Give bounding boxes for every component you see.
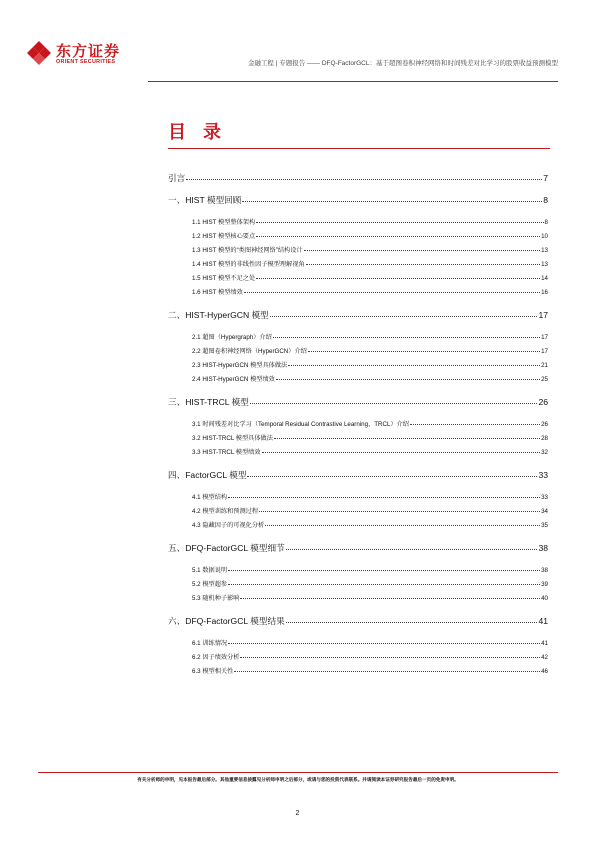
toc-leader-dots (228, 643, 540, 644)
brand-name-en: ORIENT SECURITIES (56, 59, 116, 65)
toc-entry-title: 6.3 模型相关性 (192, 668, 234, 675)
toc-entry-title: 2.3 HIST-HyperGCN 模型具体做法 (192, 362, 288, 369)
toc-leader-dots (242, 201, 542, 202)
toc-entry-page: 42 (541, 654, 548, 661)
toc-leader-dots (228, 570, 540, 571)
toc-leader-dots (286, 549, 538, 550)
toc-leader-dots (308, 351, 540, 352)
toc-subsection-link[interactable] (168, 433, 548, 442)
toc-subsection-link[interactable] (168, 506, 548, 515)
toc-leader-dots (304, 250, 541, 251)
toc-subsection-link[interactable] (168, 447, 548, 456)
toc-entry-page: 28 (541, 435, 548, 442)
toc-section-link[interactable] (168, 309, 548, 321)
toc-leader-dots (247, 476, 537, 477)
toc-subsection-link[interactable] (168, 565, 548, 574)
toc-leader-dots (234, 671, 540, 672)
toc-entry-page: 14 (541, 275, 548, 282)
toc-subsection-link[interactable] (168, 273, 548, 282)
orient-securities-logo-icon (26, 40, 52, 66)
toc-entry-title: 4.3 隐藏因子的可视化分析 (192, 522, 265, 529)
toc-leader-dots (286, 622, 538, 623)
toc-entry-page: 8 (544, 219, 548, 226)
toc-entry-title: 引言 (168, 173, 186, 183)
toc-subsection-link[interactable] (168, 287, 548, 296)
toc-entry-title: 1.5 HIST 模型不足之处 (192, 275, 256, 282)
toc-entry-title: 1.2 HIST 模型核心要点 (192, 233, 256, 240)
toc-section-link[interactable] (168, 469, 548, 481)
toc-entry-page: 38 (538, 543, 548, 553)
toc-entry-page: 17 (538, 310, 548, 320)
toc-entry-page: 39 (541, 581, 548, 588)
toc-entry-title: 4.2 模型训练和预测过程 (192, 508, 259, 515)
toc-entry-page: 38 (541, 567, 548, 574)
toc-entry-page: 8 (543, 195, 548, 205)
toc-leader-dots (228, 584, 540, 585)
disclaimer: 有关分析师的申明，见本报告最后部分。其他重要信息披露见分析师申明之后部分，或请与您的投资代表联系。并请阅读本证券研究报告最后一页的免责申明。 (38, 772, 558, 783)
toc-leader-dots (262, 452, 541, 453)
toc-entry-title: 5.1 数据说明 (192, 567, 228, 574)
toc-subsection-link[interactable] (168, 360, 548, 369)
toc-entry-page: 21 (541, 362, 548, 369)
toc-entry-title: 三、HIST-TRCL 模型 (168, 397, 249, 407)
brand-name-cn: 东方证券 (56, 43, 121, 60)
toc-subsection-link[interactable] (168, 638, 548, 647)
toc-section-link[interactable] (168, 396, 548, 408)
toc-entry-title: 6.2 因子绩效分析 (192, 654, 240, 661)
toc-entry-page: 33 (541, 494, 548, 501)
toc-leader-dots (276, 379, 540, 380)
toc-entry-page: 13 (541, 247, 548, 254)
toc-entry-page: 32 (541, 449, 548, 456)
toc-entry-page: 17 (541, 334, 548, 341)
toc-entry-title: 3.1 时间残差对比学习（Temporal Residual Contrastive Learning，TRCL）介绍 (192, 421, 409, 428)
toc-section-link[interactable] (168, 615, 548, 627)
toc-entry-title: 二、HIST-HyperGCN 模型 (168, 310, 269, 320)
toc-entry-title: 五、DFQ-FactorGCL 模型细节 (168, 543, 285, 553)
toc-leader-dots (250, 403, 538, 404)
toc-subsection-link[interactable] (168, 419, 548, 428)
toc-entry-page: 26 (541, 421, 548, 428)
toc-leader-dots (259, 511, 540, 512)
toc-entry-page: 10 (541, 233, 548, 240)
toc-leader-dots (240, 657, 540, 658)
toc-subsection-link[interactable] (168, 593, 548, 602)
page-number: 2 (295, 810, 300, 817)
toc-section-link[interactable] (168, 194, 548, 206)
toc-entry-title: 六、DFQ-FactorGCL 模型结果 (168, 616, 285, 626)
toc-entry-page: 33 (538, 470, 548, 480)
toc-entry-title: 5.2 模型超参 (192, 581, 228, 588)
toc-entry-title: 四、FactorGCL 模型 (168, 470, 247, 480)
toc-leader-dots (228, 497, 540, 498)
toc-subsection-link[interactable] (168, 666, 548, 675)
toc-leader-dots (410, 424, 540, 425)
toc-subsection-link[interactable] (168, 231, 548, 240)
toc-entry-page: 25 (541, 376, 548, 383)
toc-subsection-link[interactable] (168, 579, 548, 588)
toc-entry-page: 26 (538, 397, 548, 407)
toc-leader-dots (274, 438, 540, 439)
toc-entry-page: 34 (541, 508, 548, 515)
toc-entry-title: 4.1 模型结构 (192, 494, 228, 501)
toc-subsection-link[interactable] (168, 492, 548, 501)
toc-title: 目 录 (168, 122, 228, 142)
toc-entry-title: 1.1 HIST 模型整体架构 (192, 219, 256, 226)
brand-logo (26, 40, 136, 74)
toc-subsection-link[interactable] (168, 332, 548, 341)
toc-subsection-link[interactable] (168, 217, 548, 226)
toc-entry-page: 46 (541, 668, 548, 675)
toc-leader-dots (306, 264, 540, 265)
report-header: 金融工程 | 专题报告 —— DFQ-FactorGCL：基于超图卷积神经网络和时间残差对比学习的股票收益预测模型 (247, 60, 558, 67)
toc-section-link[interactable] (168, 172, 548, 184)
toc-entry-page: 40 (541, 595, 548, 602)
toc-entry-title: 3.2 HIST-TRCL 模型具体做法 (192, 435, 273, 442)
toc-leader-dots (288, 365, 540, 366)
toc-subsection-link[interactable] (168, 374, 548, 383)
toc-subsection-link[interactable] (168, 652, 548, 661)
toc-leader-dots (256, 236, 540, 237)
toc-leader-dots (273, 337, 540, 338)
toc-entry-title: 5.3 随机种子影响 (192, 595, 240, 602)
toc-leader-dots (265, 525, 540, 526)
toc-leader-dots (256, 222, 543, 223)
toc-entry-title: 1.3 HIST 模型的“类图神经网络”结构设计 (192, 247, 303, 254)
toc-entry-page: 17 (541, 348, 548, 355)
toc-entry-title: 3.3 HIST-TRCL 模型绩效 (192, 449, 261, 456)
toc-entry-title: 2.2 超图卷积神经网络（HyperGCN）介绍 (192, 348, 307, 355)
toc-leader-dots (244, 292, 540, 293)
toc-entry-title: 1.4 HIST 模型的非线性因子模型理解视角 (192, 261, 305, 268)
toc-leader-dots (270, 316, 538, 317)
toc-entry-title: 6.1 训练情况 (192, 640, 228, 647)
toc-entry-page: 41 (538, 616, 548, 626)
toc-entry-title: 1.6 HIST 模型绩效 (192, 289, 243, 296)
toc-subsection-link[interactable] (168, 520, 548, 529)
toc-entry-page: 16 (541, 289, 548, 296)
toc-entry-page: 13 (541, 261, 548, 268)
toc-subsection-link[interactable] (168, 259, 548, 268)
toc-entry-page: 7 (543, 173, 548, 183)
toc-entry-title: 2.1 超图（Hypergraph）介绍 (192, 334, 272, 341)
toc-leader-dots (240, 598, 540, 599)
toc-entry-title: 一、HIST 模型回顾 (168, 195, 242, 205)
toc-leader-dots (256, 278, 540, 279)
toc-section-link[interactable] (168, 542, 548, 554)
toc-subsection-link[interactable] (168, 245, 548, 254)
toc-subsection-link[interactable] (168, 346, 548, 355)
table-of-contents (168, 0, 548, 770)
toc-entry-page: 35 (541, 522, 548, 529)
toc-leader-dots (186, 179, 542, 180)
toc-entry-page: 41 (541, 640, 548, 647)
toc-entry-title: 2.4 HIST-HyperGCN 模型绩效 (192, 376, 275, 383)
